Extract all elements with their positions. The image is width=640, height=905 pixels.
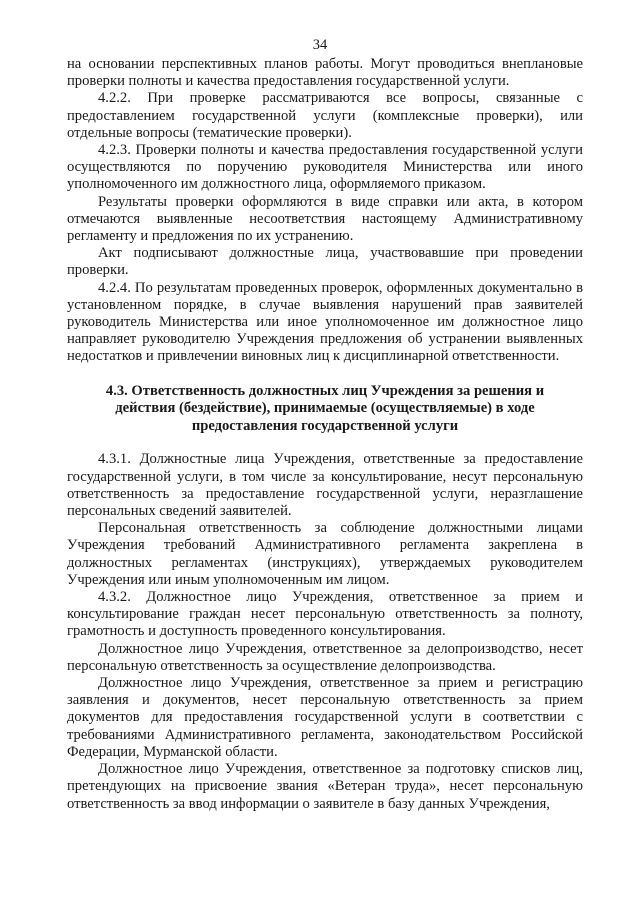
- document-body: [67, 56, 583, 813]
- paragraphs-after-heading: [67, 451, 583, 812]
- paragraph: 4.3.2. Должностное лицо Учреждения, ответственное за прием и консультирование граждан несет персональную ответственность за полноту, грамотность и доступность проведенного консультирования.: [67, 589, 583, 640]
- paragraph: Результаты проверки оформляются в виде справки или акта, в котором отмечаются выявленные несоответствия настоящему Административному регламенту и предложения по их устранению.: [67, 193, 583, 245]
- paragraph: Персональная ответственность за соблюдение должностными лицами Учреждения требований Административного регламента закреплена в должностных регламентах (инструкциях), утверждаемых руководителем Учреждения или иным уполномоченным им лицом.: [67, 520, 583, 588]
- section-heading: 4.3. Ответственность должностных лиц Учреждения за решения и действия (бездействие), принимаемые (осуществляемые) в ходе предоставления государственной услуги: [105, 382, 545, 434]
- paragraph: на основании перспективных планов работы. Могут проводиться внеплановые проверки полноты и качества предоставления государственной услуги.: [67, 56, 583, 90]
- paragraph: Акт подписывают должностные лица, участвовавшие при проведении проверки.: [67, 245, 583, 279]
- paragraph: 4.2.2. При проверке рассматриваются все вопросы, связанные с предоставлением государственной услуги (комплексные проверки), или отдельные вопросы (тематические проверки).: [67, 90, 583, 141]
- paragraph: 4.2.3. Проверки полноты и качества предоставления государственной услуги осуществляются по поручению руководителя Министерства или иного уполномоченного им должностного лица, оформляемого приказом.: [67, 142, 583, 193]
- paragraph: Должностное лицо Учреждения, ответственное за подготовку списков лиц, претендующих на присвоение звания «Ветеран труда», несет персональную ответственность за ввод информации о заявителе в базу данных Учреждения,: [67, 761, 583, 812]
- paragraph: Должностное лицо Учреждения, ответственное за делопроизводство, несет персональную ответственность за осуществление делопроизводства.: [67, 640, 583, 674]
- paragraph: Должностное лицо Учреждения, ответственное за прием и регистрацию заявления и документов, несет персональную ответственность за прием документов для предоставления государственной услуги в соответствии с требованиями Административного регламента, законодательством Российской Федерации, Мурманской области.: [67, 675, 583, 760]
- paragraphs-before-heading: [67, 56, 583, 366]
- paragraph: 4.3.1. Должностные лица Учреждения, ответственные за предоставление государственной услуги, в том числе за консультирование, несут персональную ответственность за предоставление государственной услуги, неразглашение персональных сведений заявителей.: [67, 451, 583, 520]
- page-number: 34: [312, 37, 328, 53]
- paragraph: 4.2.4. По результатам проведенных проверок, оформленных документально в установленном порядке, в случае выявления нарушений прав заявителей руководитель Министерства или иное уполномоченное им должностное лицо направляет руководителю Учреждения предложения об устранении выявленных недостатков и привлечении виновных лиц к дисциплинарной ответственности.: [67, 279, 583, 365]
